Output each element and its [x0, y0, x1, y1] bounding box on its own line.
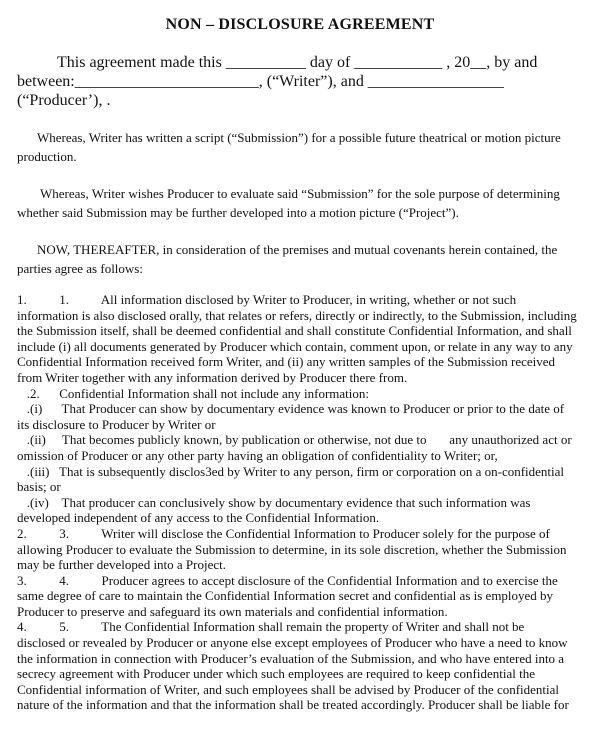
clause-line: may be further developed into a Project. [17, 557, 227, 573]
clause-line: developed independent of any access to the Confidential Information. [17, 510, 380, 526]
clause-line: the information in connection with Producer’s evaluation of the Submission, and who have entered into a [17, 650, 565, 666]
agreement-clauses [17, 292, 585, 713]
clause-line: .2. Confidential Information shall not include any information: [17, 385, 370, 401]
intro-line: This agreement made this __________ day of ___________ , 20__, by and [57, 54, 538, 71]
whereas-line: Whereas, Writer wishes Producer to evaluate said “Submission” for the sole purpose of determining [40, 186, 560, 201]
intro-line: between:_______________________, (“Writer”), and _________________ [17, 73, 504, 90]
clause-line: 1. 1. All information disclosed by Writer to Producer, in writing, whether or not such [17, 292, 517, 307]
clause-line: nature of the information and that the information shall be treated accordingly. Producer shall be liable for [17, 697, 569, 713]
clause-line: .(ii) That becomes publicly known, by publication or otherwise, not due to any unauthorized act or [17, 432, 572, 448]
clause-line: .(i) That Producer can show by documentary evidence was known to Producer or prior to the date of [17, 401, 565, 417]
clause-line: 4. 5. The Confidential Information shall remain the property of Writer and shall not be [17, 619, 525, 635]
clause-line: Confidential Information received form Writer, and (ii) any written samples of the Submission received [17, 354, 556, 370]
whereas-line: Whereas, Writer has written a script (“Submission”) for a possible future theatrical or motion picture [37, 130, 561, 145]
document-title: NON – DISCLOSURE AGREEMENT [165, 16, 435, 33]
clause-line: 2. 3. Writer will disclose the Confidential Information to Producer solely for the purpose of [17, 525, 550, 541]
clause-line: secrecy agreement with Producer under which such employees are required to keep confidential the [17, 666, 535, 682]
now-therefore-paragraph [17, 240, 585, 278]
clause-line: .(iii) That is subsequently disclos3ed by Writer to any person, firm or corporation on a on-confidential [17, 463, 565, 479]
whereas-line: production. [17, 149, 77, 164]
clause-line: information is also disclosed orally, that relates or refers, directly or indirectly, to the Submission, including [17, 307, 577, 323]
whereas-paragraph-1 [17, 128, 585, 166]
clause-line: disclosed or revealed by Producer or anyone else except employees of Producer who have a need to know [17, 635, 568, 651]
clause-line: from Writer together with any information derived by Producer there from. [17, 369, 408, 385]
clause-line: same degree of care to maintain the Confidential Information secret and confidential as is employed by [17, 588, 554, 604]
clause-line: its disclosure to Producer by Writer or [17, 416, 216, 432]
intro-paragraph [17, 53, 587, 110]
clause-line: include (i) all documents generated by Producer which contain, comment upon, or relate in any way to any [17, 338, 573, 354]
clause-line: Confidential information of Writer, and such employees shall be advised by Producer of the confidential [17, 681, 560, 697]
clause-line: Producer to preserve and safeguard its own materials and confidential information. [17, 603, 448, 619]
clause-line: basis; or [17, 479, 61, 495]
clause-line: 3. 4. Producer agrees to accept disclosure of the Confidential Information and to exercise the [17, 572, 558, 588]
clause-line: omission of Producer or any other party having an obligation of confidentiality to Writer; or, [17, 447, 498, 463]
clause-line: .(iv) That producer can conclusively show by documentary evidence that such information was [17, 494, 531, 510]
now-therefore-line: parties agree as follows: [17, 261, 143, 276]
now-therefore-line: NOW, THEREAFTER, in consideration of the premises and mutual covenants herein contained, the [37, 242, 558, 257]
whereas-line: whether said Submission may be further developed into a motion picture (“Project”). [17, 205, 459, 220]
intro-line: (“Producer’), . [17, 92, 111, 109]
whereas-paragraph-2 [17, 184, 585, 222]
clause-line: the Submission itself, shall be deemed confidential and shall constitute Confidential Information, and shall [17, 323, 572, 339]
clause-line: allowing Producer to evaluate the Submission to determine, in its sole discretion, whether the Submission [17, 541, 567, 557]
